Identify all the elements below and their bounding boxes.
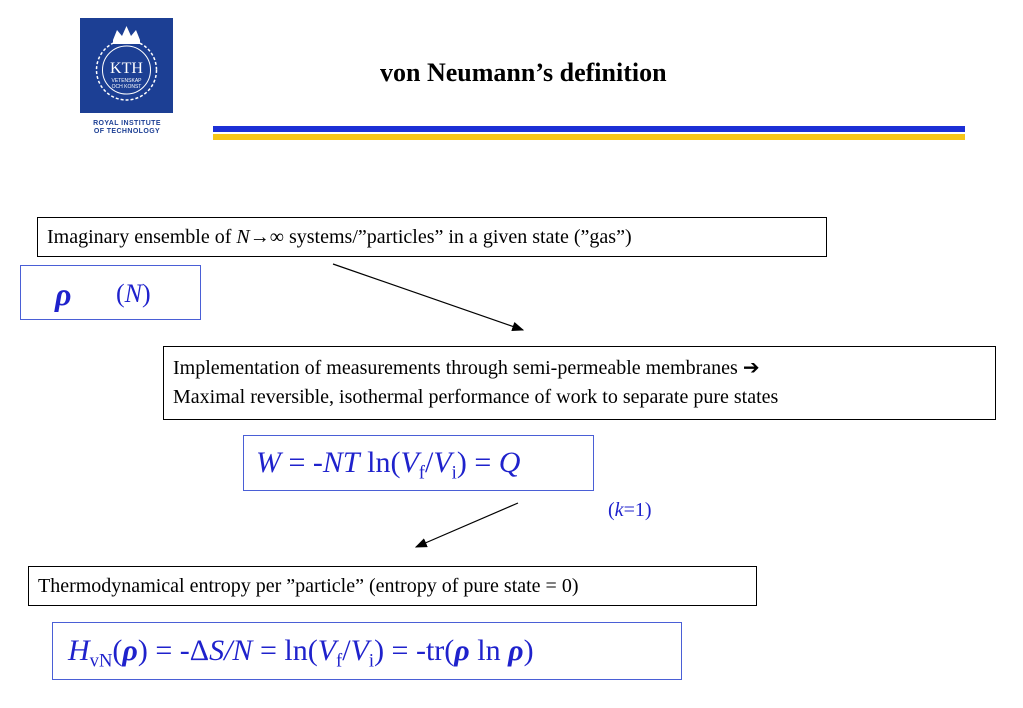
ef-sub-i: i (368, 650, 375, 672)
k-rest: =1) (623, 499, 652, 521)
entropy-box: Thermodynamical entropy per ”particle” (entropy of pure state = 0) (28, 566, 757, 606)
implementation-line2: Maximal reversible, isothermal performance of work to separate pure states (173, 386, 779, 408)
ef-sub-vN: vN (89, 650, 113, 672)
ef-eq2: = ln( (252, 634, 318, 667)
rho-symbol: ρ (55, 276, 72, 312)
ensemble-N: N (236, 226, 250, 248)
ef-H: H (68, 634, 90, 667)
wf-slash: / (424, 446, 434, 479)
entropy-formula-box (52, 622, 682, 680)
logo-caption-line2: OF TECHNOLOGY (93, 128, 161, 135)
ef-open: ( (112, 634, 123, 667)
ensemble-box (37, 217, 827, 257)
ef-ln: ln (469, 634, 509, 667)
kth-motto-line2: OCH KONST (111, 84, 142, 90)
wf-sub-f: f (418, 462, 425, 484)
rho-open-paren: ( (116, 279, 125, 308)
k-open: ( (608, 499, 615, 521)
implementation-line1-text: Implementation of measurements through semi-permeable membranes (173, 357, 743, 379)
ef-V1: V (317, 634, 337, 667)
ef-eq: ) = -Δ (137, 634, 210, 667)
implementation-line1 (173, 354, 986, 383)
ef-sub-f: f (336, 650, 343, 672)
arrow-ensemble-to-implementation (333, 264, 523, 330)
right-arrow-icon: ➔ (742, 357, 760, 379)
arrow-work-to-entropy (416, 503, 518, 547)
wf-ln-open: ln( (359, 446, 401, 479)
ef-end: ) (523, 634, 534, 667)
infinity-symbol: ∞ (269, 226, 284, 248)
implementation-box (163, 346, 996, 420)
wf-V2: V (433, 446, 452, 479)
ef-rho3: ρ (508, 634, 524, 667)
logo-caption-line1: ROYAL INSTITUTE (93, 120, 161, 127)
ef-V2: V (350, 634, 369, 667)
ef-rho: ρ (122, 634, 138, 667)
rho-box (20, 265, 201, 320)
ef-tr: ) = -tr( (374, 634, 455, 667)
ef-rho2: ρ (454, 634, 470, 667)
slide-title: von Neumann’s definition (380, 58, 667, 87)
ef-S-over-N: S/N (209, 634, 253, 667)
rho-argument (116, 279, 151, 309)
rho-close-paren: ) (142, 279, 151, 308)
wf-Q: Q (498, 446, 521, 479)
arrow-icon: → (249, 226, 270, 248)
wf-close: ) = (456, 446, 499, 479)
rho-N: N (124, 279, 143, 308)
wf-eq1: = - (281, 446, 323, 479)
ensemble-prefix: Imaginary ensemble of (47, 226, 237, 248)
kth-logo-text: KTH (110, 60, 143, 77)
wf-V1: V (400, 446, 419, 479)
work-formula-box (243, 435, 594, 491)
wf-NT: NT (322, 446, 360, 479)
k-symbol: k (614, 499, 624, 521)
ensemble-suffix: systems/”particles” in a given state (”gas”) (283, 226, 632, 248)
wf-W: W (256, 446, 281, 479)
k-unit-note (608, 499, 652, 522)
wf-sub-i: i (451, 462, 457, 484)
kth-motto-line1: VETENSKAP (111, 78, 142, 84)
ef-slash: / (342, 634, 351, 667)
